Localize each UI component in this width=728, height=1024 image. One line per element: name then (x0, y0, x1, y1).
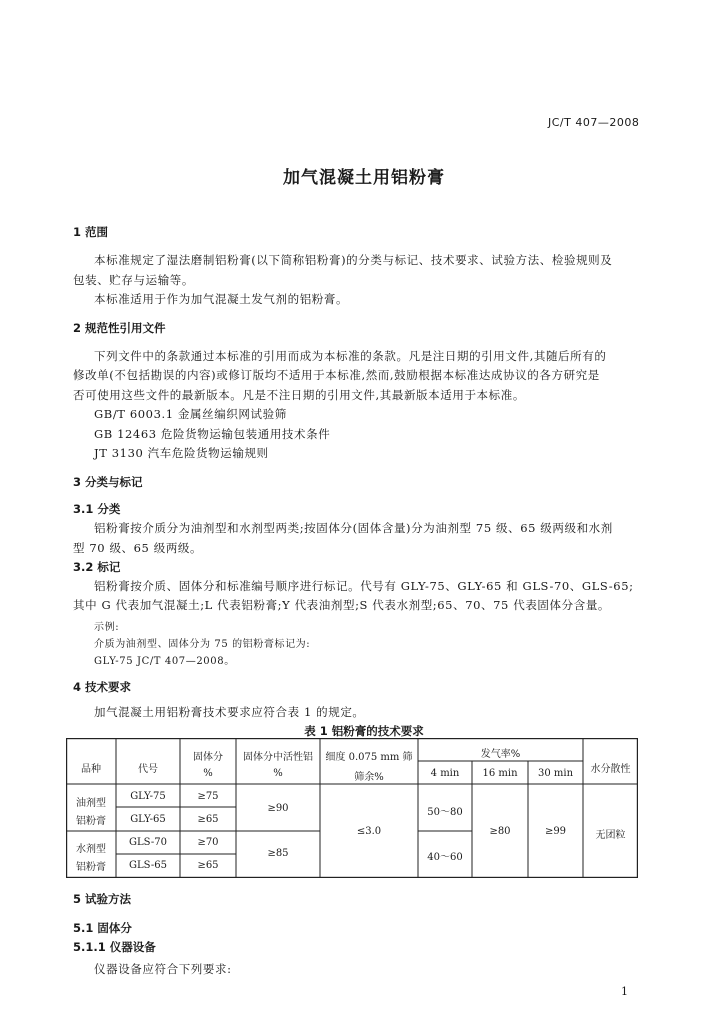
header-solid-unit: % (203, 768, 213, 779)
row-oil-type-2: 铝粉膏 (76, 816, 106, 827)
row-water-type-2: 铝粉膏 (76, 862, 106, 873)
cell-code: GLS-65 (129, 860, 167, 871)
cell-solid: ≥75 (197, 791, 219, 802)
header-dispersion: 水分散性 (590, 764, 631, 775)
section-3-heading: 3 分类与标记 (73, 475, 143, 489)
section-5-1-1-heading: 5.1.1 仪器设备 (73, 940, 156, 954)
header-code: 代号 (138, 764, 158, 775)
cell-gas-30min: ≥99 (544, 826, 567, 837)
header-active-al: 固体分中活性铝 (243, 752, 313, 763)
section-2-para-1c: 否可使用这些文件的最新版本。凡是不注日期的引用文件,其最新版本适用于本标准。 (73, 388, 525, 402)
cell-gas-16min: ≥80 (489, 826, 511, 837)
cell-fineness: ≤3.0 (356, 826, 382, 837)
header-gas-rate: 发气率% (480, 749, 521, 760)
page-title: 加气混凝土用铝粉膏 (283, 168, 445, 188)
section-2-para-1b: 修改单(不包括勘误的内容)或修订版均不适用于本标准,然而,鼓励根据本标准达成协议的各方研究是 (73, 368, 600, 382)
cell-code: GLY-75 (130, 791, 166, 802)
example-code: GLY-75 JC/T 407—2008。 (94, 656, 235, 667)
section-5-heading: 5 试验方法 (73, 892, 132, 906)
reference-item: JT 3130 汽车危险货物运输规则 (94, 446, 269, 460)
header-fineness: 细度 0.075 mm 筛 (325, 752, 413, 763)
header-gas-30min: 30 min (537, 768, 574, 779)
cell-active-water: ≥85 (267, 848, 289, 859)
page-number: 1 (621, 985, 628, 998)
cell-solid: ≥65 (197, 814, 219, 825)
header-gas-4min: 4 min (430, 768, 460, 779)
section-3-1-heading: 3.1 分类 (73, 502, 121, 516)
section-1-para-1b: 包装、贮存与运输等。 (73, 273, 194, 287)
section-2-heading: 2 规范性引用文件 (73, 321, 166, 335)
standard-code: JC/T 407—2008 (548, 116, 640, 129)
header-solid: 固体分 (193, 752, 223, 763)
section-2-para-1: 下列文件中的条款通过本标准的引用而成为本标准的条款。凡是注日期的引用文件,其随后所有的 (94, 349, 607, 363)
header-gas-16min: 16 min (482, 768, 518, 779)
row-oil-type: 油剂型 (76, 798, 106, 809)
example-label: 示例: (94, 622, 120, 633)
section-4-heading: 4 技术要求 (73, 680, 132, 694)
table-caption: 表 1 铝粉膏的技术要求 (304, 724, 424, 738)
section-3-2-heading: 3.2 标记 (73, 560, 121, 574)
section-1-heading: 1 范围 (73, 225, 109, 239)
cell-gas-4min-oil: 50～80 (427, 807, 463, 818)
cell-code: GLY-65 (130, 814, 166, 825)
cell-dispersion: 无团粒 (595, 830, 626, 841)
section-3-1-para-b: 型 70 级、65 级两级。 (73, 541, 203, 555)
section-3-2-para: 铝粉膏按介质、固体分和标准编号顺序进行标记。代号有 GLY-75、GLY-65 和 GLS-70、GLS-65; (94, 579, 634, 593)
row-water-type: 水剂型 (76, 844, 106, 855)
cell-solid: ≥65 (197, 860, 219, 871)
header-fineness-2: 筛余% (354, 772, 384, 783)
section-1-para-1: 本标准规定了湿法磨制铝粉膏(以下简称铝粉膏)的分类与标记、技术要求、试验方法、检验规则及 (94, 253, 613, 267)
header-active-unit: % (273, 768, 283, 779)
section-3-1-para: 铝粉膏按介质分为油剂型和水剂型两类;按固体分(固体含量)分为油剂型 75 级、65 级两级和水剂 (94, 521, 613, 535)
reference-item: GB 12463 危险货物运输包装通用技术条件 (94, 427, 331, 441)
cell-gas-4min-water: 40～60 (427, 852, 463, 863)
header-variety: 品种 (81, 764, 101, 775)
example-text: 介质为油剂型、固体分为 75 的铝粉膏标记为: (94, 639, 311, 650)
cell-solid: ≥70 (197, 837, 219, 848)
section-3-2-para-b: 其中 G 代表加气混凝土;L 代表铝粉膏;Y 代表油剂型;S 代表水剂型;65、70、75 代表固体分含量。 (73, 598, 611, 612)
section-5-para: 仪器设备应符合下列要求: (94, 962, 232, 976)
section-1-para-2: 本标准适用于作为加气混凝土发气剂的铝粉膏。 (94, 292, 349, 306)
reference-item: GB/T 6003.1 金属丝编织网试验筛 (94, 407, 287, 421)
section-4-para: 加气混凝土用铝粉膏技术要求应符合表 1 的规定。 (94, 705, 365, 719)
section-5-1-heading: 5.1 固体分 (73, 921, 132, 935)
cell-code: GLS-70 (129, 837, 167, 848)
cell-active-oil: ≥90 (267, 803, 289, 814)
